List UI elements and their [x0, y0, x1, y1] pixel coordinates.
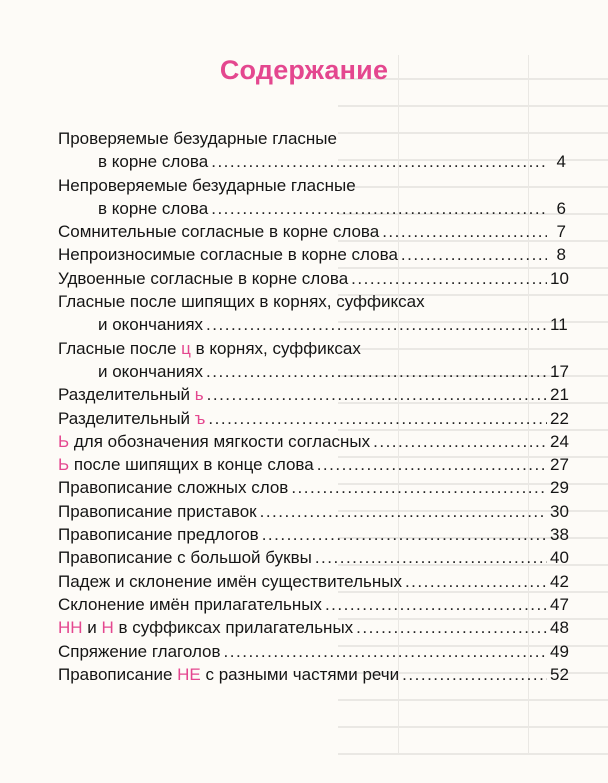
entry-text: Разделительный ъ	[58, 408, 206, 428]
page-number: 49	[550, 641, 569, 661]
entry-text: Непроверяемые безударные гласные	[58, 175, 356, 195]
toc-entry[interactable]	[58, 616, 569, 639]
page-number: 7	[556, 222, 566, 242]
entry-text: в корне слова	[98, 198, 209, 218]
toc-entry[interactable]	[58, 407, 569, 430]
page-number: 42	[550, 571, 569, 591]
table-of-contents	[58, 127, 569, 686]
leader-dots	[356, 616, 547, 639]
toc-entry[interactable]	[58, 500, 569, 523]
entry-text: Правописание НЕ с разными частями речи	[58, 664, 400, 684]
page-number: 10	[550, 268, 569, 288]
page-number: 11	[550, 315, 568, 335]
page-number: 30	[550, 501, 569, 521]
entry-text: Склонение имён прилагательных	[58, 594, 322, 614]
highlighted-letter: ц	[181, 338, 191, 358]
page-number: 47	[550, 594, 569, 614]
entry-text: Разделительный ь	[58, 385, 204, 405]
leader-dots	[382, 220, 547, 243]
page-number: 52	[550, 664, 569, 684]
toc-entry[interactable]	[58, 640, 569, 663]
toc-entry[interactable]	[58, 476, 569, 499]
toc-entry[interactable]	[58, 243, 566, 266]
leader-dots	[373, 430, 547, 453]
page-number: 27	[550, 455, 569, 475]
entry-text: Падеж и склонение имён существительных	[58, 571, 402, 591]
page-number: 21	[550, 385, 569, 405]
page-number: 29	[550, 478, 569, 498]
leader-dots	[317, 453, 547, 476]
highlighted-letter: ь	[194, 385, 204, 405]
entry-text: Спряжение глаголов	[58, 641, 221, 661]
toc-entry[interactable]	[58, 663, 569, 686]
leader-dots	[315, 546, 547, 569]
entry-text: Правописание приставок	[58, 501, 257, 521]
page-number: 8	[556, 245, 566, 265]
toc-entry[interactable]	[58, 267, 569, 290]
page-title: Содержание	[219, 55, 389, 85]
highlighted-letter: ъ	[194, 408, 206, 428]
page-number: 40	[550, 548, 569, 568]
toc-entry[interactable]	[58, 383, 569, 406]
toc-entry[interactable]	[58, 570, 569, 593]
entry-text: Правописание с большой буквы	[58, 548, 312, 568]
leader-dots	[402, 663, 547, 686]
leader-dots	[211, 150, 547, 173]
entry-text: Удвоенные согласные в корне слова	[58, 268, 349, 288]
toc-entry[interactable]	[58, 174, 566, 221]
highlighted-letter: Н	[101, 618, 114, 638]
entry-text: Непроизносимые согласные в корне слова	[58, 245, 398, 265]
page-number: 24	[550, 431, 569, 451]
toc-entry[interactable]	[58, 523, 569, 546]
leader-dots	[207, 383, 547, 406]
toc-entry[interactable]	[58, 546, 569, 569]
entry-text: Правописание сложных слов	[58, 478, 289, 498]
leader-dots	[325, 593, 547, 616]
leader-dots	[262, 523, 547, 546]
page-number: 38	[550, 525, 569, 545]
leader-dots	[260, 500, 547, 523]
entry-text: и окончаниях	[98, 315, 204, 335]
page-number: 48	[550, 618, 569, 638]
toc-entry[interactable]	[58, 593, 569, 616]
entry-text: и окончаниях	[98, 361, 204, 381]
highlighted-letter: Ь	[58, 455, 70, 475]
leader-dots	[206, 313, 547, 336]
page-number: 6	[556, 198, 566, 218]
leader-dots	[211, 197, 547, 220]
page-number: 22	[550, 408, 569, 428]
entry-text: Сомнительные согласные в корне слова	[58, 222, 380, 242]
highlighted-letter: НЕ	[177, 664, 201, 684]
entry-text: НН и Н в суффиксах прилагательных	[58, 618, 354, 638]
entry-text: Ь после шипящих в конце слова	[58, 455, 314, 475]
toc-entry[interactable]	[58, 337, 569, 384]
leader-dots	[401, 243, 547, 266]
entry-text: Правописание предлогов	[58, 525, 259, 545]
entry-text: Проверяемые безударные гласные	[58, 129, 337, 148]
leader-dots	[206, 360, 547, 383]
leader-dots	[291, 476, 547, 499]
entry-text: Гласные после ц в корнях, суффиксах	[58, 338, 361, 358]
highlighted-letter: Ь	[58, 431, 70, 451]
toc-entry[interactable]	[58, 127, 566, 174]
toc-entry[interactable]	[58, 430, 569, 453]
entry-text: Гласные после шипящих в корнях, суффиксах	[58, 292, 425, 312]
entry-text: в корне слова	[98, 152, 209, 172]
leader-dots	[405, 570, 547, 593]
page-number: 4	[556, 152, 566, 172]
toc-entry[interactable]	[58, 220, 566, 243]
page-number: 17	[550, 361, 569, 381]
leader-dots	[351, 267, 547, 290]
entry-text: Ь для обозначения мягкости согласных	[58, 431, 371, 451]
leader-dots	[208, 407, 547, 430]
toc-entry[interactable]	[58, 290, 566, 337]
toc-entry[interactable]	[58, 453, 569, 476]
highlighted-letter: НН	[58, 618, 83, 638]
leader-dots	[224, 640, 547, 663]
